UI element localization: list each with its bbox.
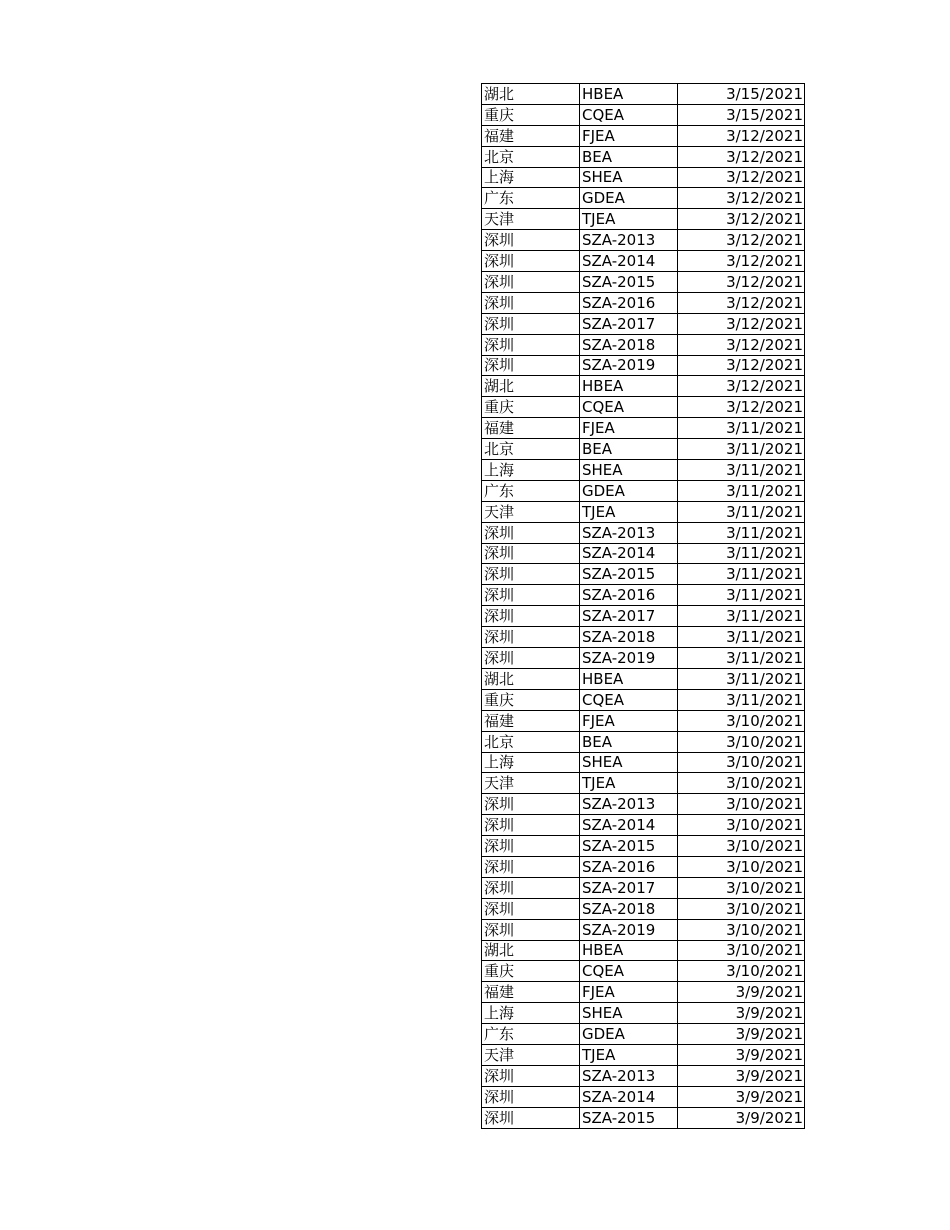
date-cell[interactable]: 3/12/2021 bbox=[678, 167, 805, 188]
date-cell[interactable]: 3/11/2021 bbox=[678, 439, 805, 460]
code-cell[interactable]: FJEA bbox=[580, 710, 678, 731]
date-cell[interactable]: 3/9/2021 bbox=[678, 1086, 805, 1107]
code-cell[interactable]: SZA-2014 bbox=[580, 815, 678, 836]
region-cell[interactable]: 湖北 bbox=[482, 940, 580, 961]
region-cell[interactable]: 深圳 bbox=[482, 1065, 580, 1086]
table-row bbox=[482, 439, 805, 460]
table-row bbox=[482, 334, 805, 355]
code-cell[interactable]: CQEA bbox=[580, 397, 678, 418]
date-cell[interactable]: 3/12/2021 bbox=[678, 251, 805, 272]
date-cell[interactable]: 3/12/2021 bbox=[678, 209, 805, 230]
region-cell[interactable]: 深圳 bbox=[482, 543, 580, 564]
table-row bbox=[482, 982, 805, 1003]
code-cell[interactable]: SHEA bbox=[580, 1003, 678, 1024]
date-cell[interactable]: 3/12/2021 bbox=[678, 292, 805, 313]
table-row bbox=[482, 125, 805, 146]
date-cell[interactable]: 3/10/2021 bbox=[678, 773, 805, 794]
date-cell[interactable]: 3/10/2021 bbox=[678, 856, 805, 877]
code-cell[interactable]: SZA-2013 bbox=[580, 230, 678, 251]
region-cell[interactable]: 深圳 bbox=[482, 230, 580, 251]
region-cell[interactable]: 上海 bbox=[482, 1003, 580, 1024]
region-cell[interactable]: 上海 bbox=[482, 752, 580, 773]
code-cell[interactable]: SZA-2018 bbox=[580, 898, 678, 919]
code-cell[interactable]: SZA-2018 bbox=[580, 334, 678, 355]
region-cell[interactable]: 深圳 bbox=[482, 292, 580, 313]
region-cell[interactable]: 天津 bbox=[482, 1044, 580, 1065]
date-cell[interactable]: 3/11/2021 bbox=[678, 689, 805, 710]
table-row bbox=[482, 564, 805, 585]
date-cell[interactable]: 3/12/2021 bbox=[678, 397, 805, 418]
table-row bbox=[482, 355, 805, 376]
code-cell[interactable]: HBEA bbox=[580, 940, 678, 961]
region-cell[interactable]: 深圳 bbox=[482, 836, 580, 857]
region-cell[interactable]: 重庆 bbox=[482, 689, 580, 710]
date-cell[interactable]: 3/9/2021 bbox=[678, 1003, 805, 1024]
table-row bbox=[482, 689, 805, 710]
region-cell[interactable]: 天津 bbox=[482, 501, 580, 522]
code-cell[interactable]: SZA-2014 bbox=[580, 1086, 678, 1107]
code-cell[interactable]: SHEA bbox=[580, 752, 678, 773]
date-cell[interactable]: 3/11/2021 bbox=[678, 460, 805, 481]
table-row bbox=[482, 272, 805, 293]
region-cell[interactable]: 北京 bbox=[482, 439, 580, 460]
table-row bbox=[482, 167, 805, 188]
region-cell[interactable]: 湖北 bbox=[482, 668, 580, 689]
date-cell[interactable]: 3/10/2021 bbox=[678, 877, 805, 898]
code-cell[interactable]: FJEA bbox=[580, 418, 678, 439]
date-cell[interactable]: 3/12/2021 bbox=[678, 230, 805, 251]
date-cell[interactable]: 3/11/2021 bbox=[678, 606, 805, 627]
region-cell[interactable]: 深圳 bbox=[482, 564, 580, 585]
date-cell[interactable]: 3/9/2021 bbox=[678, 1044, 805, 1065]
code-cell[interactable]: SZA-2017 bbox=[580, 606, 678, 627]
region-cell[interactable]: 深圳 bbox=[482, 1086, 580, 1107]
table-row bbox=[482, 773, 805, 794]
date-cell[interactable]: 3/11/2021 bbox=[678, 418, 805, 439]
table-row bbox=[482, 1044, 805, 1065]
region-cell[interactable]: 广东 bbox=[482, 480, 580, 501]
date-cell[interactable]: 3/11/2021 bbox=[678, 522, 805, 543]
table-row bbox=[482, 1107, 805, 1128]
code-cell[interactable]: SZA-2013 bbox=[580, 522, 678, 543]
code-cell[interactable]: SHEA bbox=[580, 167, 678, 188]
date-cell[interactable]: 3/10/2021 bbox=[678, 731, 805, 752]
region-cell[interactable]: 深圳 bbox=[482, 272, 580, 293]
table-body bbox=[482, 84, 805, 1129]
date-cell[interactable]: 3/9/2021 bbox=[678, 1107, 805, 1128]
region-cell[interactable]: 北京 bbox=[482, 731, 580, 752]
code-cell[interactable]: TJEA bbox=[580, 501, 678, 522]
date-cell[interactable]: 3/10/2021 bbox=[678, 815, 805, 836]
region-cell[interactable]: 湖北 bbox=[482, 376, 580, 397]
table-row bbox=[482, 1065, 805, 1086]
region-cell[interactable]: 深圳 bbox=[482, 815, 580, 836]
table-row bbox=[482, 209, 805, 230]
region-cell[interactable]: 深圳 bbox=[482, 919, 580, 940]
table-row bbox=[482, 230, 805, 251]
region-cell[interactable]: 重庆 bbox=[482, 104, 580, 125]
code-cell[interactable]: SZA-2015 bbox=[580, 564, 678, 585]
date-cell[interactable]: 3/12/2021 bbox=[678, 376, 805, 397]
date-cell[interactable]: 3/10/2021 bbox=[678, 794, 805, 815]
code-cell[interactable]: SZA-2014 bbox=[580, 251, 678, 272]
region-cell[interactable]: 广东 bbox=[482, 1024, 580, 1045]
table-row bbox=[482, 104, 805, 125]
date-cell[interactable]: 3/12/2021 bbox=[678, 125, 805, 146]
date-cell[interactable]: 3/12/2021 bbox=[678, 334, 805, 355]
code-cell[interactable]: FJEA bbox=[580, 982, 678, 1003]
code-cell[interactable]: SHEA bbox=[580, 460, 678, 481]
code-cell[interactable]: CQEA bbox=[580, 104, 678, 125]
table-row bbox=[482, 668, 805, 689]
code-cell[interactable]: SZA-2019 bbox=[580, 355, 678, 376]
code-cell[interactable]: BEA bbox=[580, 439, 678, 460]
region-cell[interactable]: 上海 bbox=[482, 460, 580, 481]
table-row bbox=[482, 522, 805, 543]
code-cell[interactable]: CQEA bbox=[580, 689, 678, 710]
date-cell[interactable]: 3/11/2021 bbox=[678, 648, 805, 669]
code-cell[interactable]: SZA-2016 bbox=[580, 856, 678, 877]
date-cell[interactable]: 3/12/2021 bbox=[678, 313, 805, 334]
region-cell[interactable]: 北京 bbox=[482, 146, 580, 167]
date-cell[interactable]: 3/10/2021 bbox=[678, 710, 805, 731]
table-row bbox=[482, 480, 805, 501]
code-cell[interactable]: HBEA bbox=[580, 668, 678, 689]
code-cell[interactable]: BEA bbox=[580, 731, 678, 752]
table-row bbox=[482, 376, 805, 397]
date-cell[interactable]: 3/11/2021 bbox=[678, 543, 805, 564]
table-row bbox=[482, 501, 805, 522]
code-cell[interactable]: SZA-2018 bbox=[580, 627, 678, 648]
region-cell[interactable]: 深圳 bbox=[482, 794, 580, 815]
code-cell[interactable]: SZA-2013 bbox=[580, 794, 678, 815]
table-row bbox=[482, 251, 805, 272]
code-cell[interactable]: HBEA bbox=[580, 376, 678, 397]
table-row bbox=[482, 1024, 805, 1045]
region-cell[interactable]: 天津 bbox=[482, 773, 580, 794]
table-row bbox=[482, 585, 805, 606]
table-row bbox=[482, 710, 805, 731]
region-cell[interactable]: 深圳 bbox=[482, 648, 580, 669]
table-row bbox=[482, 919, 805, 940]
date-cell[interactable]: 3/11/2021 bbox=[678, 585, 805, 606]
code-cell[interactable]: TJEA bbox=[580, 1044, 678, 1065]
region-cell[interactable]: 深圳 bbox=[482, 627, 580, 648]
date-cell[interactable]: 3/9/2021 bbox=[678, 982, 805, 1003]
region-cell[interactable]: 重庆 bbox=[482, 397, 580, 418]
region-cell[interactable]: 福建 bbox=[482, 125, 580, 146]
table-row bbox=[482, 648, 805, 669]
date-cell[interactable]: 3/12/2021 bbox=[678, 146, 805, 167]
table-row bbox=[482, 1003, 805, 1024]
code-cell[interactable]: GDEA bbox=[580, 480, 678, 501]
table-row bbox=[482, 794, 805, 815]
code-cell[interactable]: SZA-2017 bbox=[580, 877, 678, 898]
code-cell[interactable]: BEA bbox=[580, 146, 678, 167]
date-cell[interactable]: 3/12/2021 bbox=[678, 188, 805, 209]
region-cell[interactable]: 湖北 bbox=[482, 84, 580, 105]
date-cell[interactable]: 3/9/2021 bbox=[678, 1024, 805, 1045]
region-cell[interactable]: 深圳 bbox=[482, 313, 580, 334]
region-cell[interactable]: 深圳 bbox=[482, 1107, 580, 1128]
region-cell[interactable]: 福建 bbox=[482, 982, 580, 1003]
table-row bbox=[482, 836, 805, 857]
table-row bbox=[482, 418, 805, 439]
code-cell[interactable]: SZA-2017 bbox=[580, 313, 678, 334]
date-cell[interactable]: 3/10/2021 bbox=[678, 752, 805, 773]
table-row bbox=[482, 731, 805, 752]
code-cell[interactable]: GDEA bbox=[580, 1024, 678, 1045]
region-cell[interactable]: 上海 bbox=[482, 167, 580, 188]
region-cell[interactable]: 深圳 bbox=[482, 585, 580, 606]
code-cell[interactable]: SZA-2016 bbox=[580, 292, 678, 313]
code-cell[interactable]: HBEA bbox=[580, 84, 678, 105]
region-cell[interactable]: 深圳 bbox=[482, 877, 580, 898]
date-cell[interactable]: 3/15/2021 bbox=[678, 104, 805, 125]
table-row bbox=[482, 961, 805, 982]
date-cell[interactable]: 3/11/2021 bbox=[678, 480, 805, 501]
date-cell[interactable]: 3/12/2021 bbox=[678, 272, 805, 293]
table-row bbox=[482, 898, 805, 919]
table-row bbox=[482, 188, 805, 209]
table-row bbox=[482, 752, 805, 773]
date-cell[interactable]: 3/11/2021 bbox=[678, 627, 805, 648]
code-cell[interactable]: SZA-2015 bbox=[580, 1107, 678, 1128]
table-row bbox=[482, 397, 805, 418]
code-cell[interactable]: SZA-2013 bbox=[580, 1065, 678, 1086]
date-cell[interactable]: 3/12/2021 bbox=[678, 355, 805, 376]
region-cell[interactable]: 福建 bbox=[482, 418, 580, 439]
date-cell[interactable]: 3/11/2021 bbox=[678, 501, 805, 522]
table-row bbox=[482, 815, 805, 836]
date-cell[interactable]: 3/10/2021 bbox=[678, 961, 805, 982]
table-row bbox=[482, 313, 805, 334]
code-cell[interactable]: TJEA bbox=[580, 209, 678, 230]
table-row bbox=[482, 940, 805, 961]
table-row bbox=[482, 1086, 805, 1107]
date-cell[interactable]: 3/11/2021 bbox=[678, 668, 805, 689]
date-cell[interactable]: 3/10/2021 bbox=[678, 836, 805, 857]
region-cell[interactable]: 重庆 bbox=[482, 961, 580, 982]
table-row bbox=[482, 856, 805, 877]
code-cell[interactable]: FJEA bbox=[580, 125, 678, 146]
region-cell[interactable]: 深圳 bbox=[482, 856, 580, 877]
table-row bbox=[482, 292, 805, 313]
table-row bbox=[482, 606, 805, 627]
table-row bbox=[482, 460, 805, 481]
region-cell[interactable]: 深圳 bbox=[482, 355, 580, 376]
code-cell[interactable]: SZA-2014 bbox=[580, 543, 678, 564]
date-cell[interactable]: 3/11/2021 bbox=[678, 564, 805, 585]
date-cell[interactable]: 3/10/2021 bbox=[678, 919, 805, 940]
code-cell[interactable]: SZA-2019 bbox=[580, 648, 678, 669]
region-cell[interactable]: 深圳 bbox=[482, 522, 580, 543]
region-cell[interactable]: 广东 bbox=[482, 188, 580, 209]
region-cell[interactable]: 深圳 bbox=[482, 251, 580, 272]
table-row bbox=[482, 877, 805, 898]
code-cell[interactable]: SZA-2016 bbox=[580, 585, 678, 606]
code-cell[interactable]: SZA-2019 bbox=[580, 919, 678, 940]
table-row bbox=[482, 627, 805, 648]
date-cell[interactable]: 3/10/2021 bbox=[678, 898, 805, 919]
region-cell[interactable]: 天津 bbox=[482, 209, 580, 230]
code-cell[interactable]: CQEA bbox=[580, 961, 678, 982]
region-cell[interactable]: 深圳 bbox=[482, 606, 580, 627]
date-cell[interactable]: 3/10/2021 bbox=[678, 940, 805, 961]
date-cell[interactable]: 3/15/2021 bbox=[678, 84, 805, 105]
region-cell[interactable]: 深圳 bbox=[482, 334, 580, 355]
date-cell[interactable]: 3/9/2021 bbox=[678, 1065, 805, 1086]
table-row bbox=[482, 84, 805, 105]
code-cell[interactable]: GDEA bbox=[580, 188, 678, 209]
code-cell[interactable]: TJEA bbox=[580, 773, 678, 794]
region-cell[interactable]: 福建 bbox=[482, 710, 580, 731]
code-cell[interactable]: SZA-2015 bbox=[580, 836, 678, 857]
code-cell[interactable]: SZA-2015 bbox=[580, 272, 678, 293]
table-row bbox=[482, 543, 805, 564]
region-cell[interactable]: 深圳 bbox=[482, 898, 580, 919]
table-row bbox=[482, 146, 805, 167]
data-table bbox=[481, 83, 805, 1129]
